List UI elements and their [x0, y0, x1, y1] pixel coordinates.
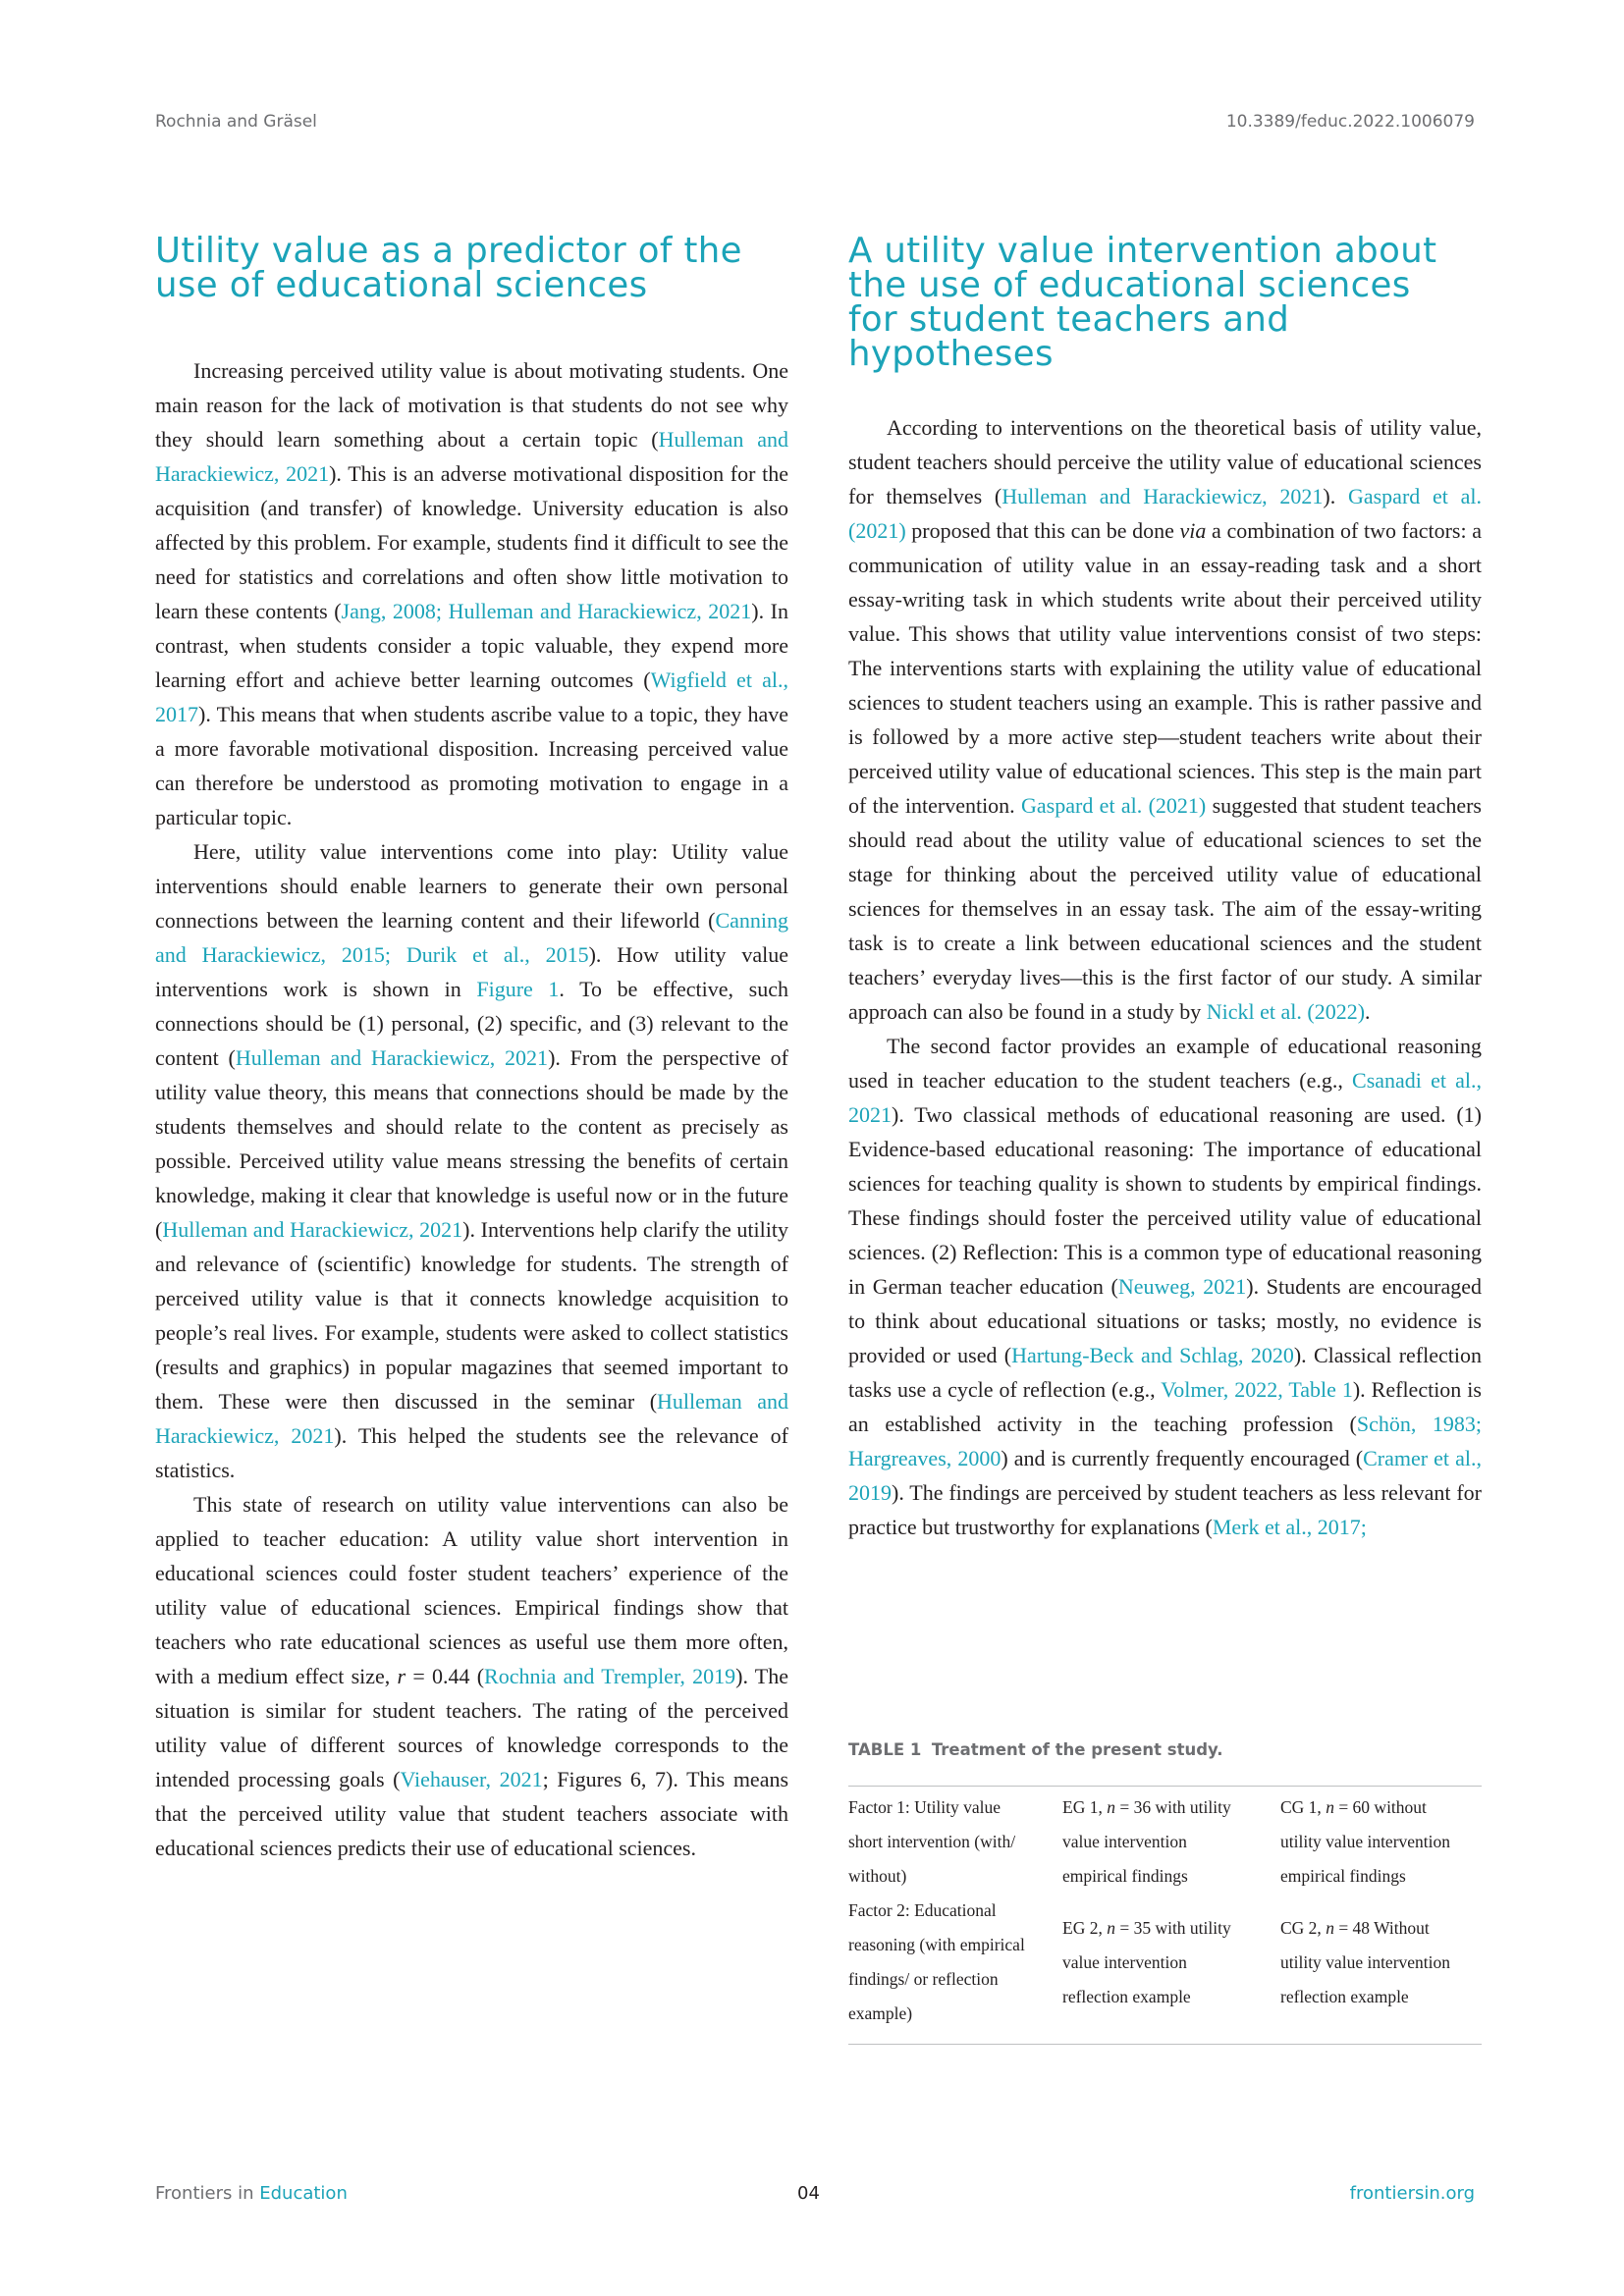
table-cell-cg: CG 1, n = 60 without utility value intervention empirical findings: [1280, 1797, 1451, 1886]
table-cell-eg: EG 1, n = 36 with utility value intervention empirical findings: [1062, 1797, 1231, 1886]
citation-link[interactable]: Hulleman and Harackiewicz, 2021: [155, 427, 788, 486]
paragraph: Here, utility value interventions come into play: Utility value interventions should enable learners to generate their own personal connections between the learning content and their lifeworld (Canning and Harackiewicz, 2015; Durik et al., 2015). How utility value interventions work is shown in Figure 1. To be effective, such connections should be (1) personal, (2) specific, and (3) relevant to the content (Hulleman and Harackiewicz, 2021). From the perspective of utility value theory, this means that connections should be made by the students themselves and should relate to the content as precisely as possible. Perceived utility value means stressing the benefits of certain knowledge, making it clear that knowledge is useful now or in the future (Hulleman and Harackiewicz, 2021). Interventions help clarify the utility and relevance of (scientific) knowledge for students. The strength of perceived utility value is that it connects knowledge acquisition to people’s real lives. For example, students were asked to collect statistics (results and graphics) in popular magazines that seemed important to them. These were then discussed in the seminar (Hulleman and Harackiewicz, 2021). This helped the students see the relevance of statistics.: [155, 839, 789, 1482]
citation-link[interactable]: Hulleman and Harackiewicz, 2021: [155, 1389, 788, 1448]
citation-link[interactable]: Viehauser, 2021: [400, 1767, 543, 1791]
running-head-authors: Rochnia and Gräsel: [155, 112, 317, 132]
citation-link[interactable]: Volmer, 2022, Table 1: [1161, 1377, 1353, 1402]
right-column: [848, 231, 1483, 1544]
treatment-table: [848, 1786, 1482, 2045]
citation-link[interactable]: Schön, 1983; Hargreaves, 2000: [848, 1412, 1482, 1470]
footer-site-link[interactable]: frontiersin.org: [1349, 2183, 1475, 2204]
citation-link[interactable]: Hartung-Beck and Schlag, 2020: [1011, 1343, 1294, 1367]
citation-link[interactable]: Hulleman and Harackiewicz, 2021: [162, 1217, 463, 1242]
table-cell-cg: CG 2, n = 48 Without utility value intervention reflection example: [1280, 1917, 1451, 2006]
right-body-text: [848, 410, 1482, 1544]
left-body-text: [155, 353, 788, 1865]
table-cell-factor: Factor 1: Utility value short intervention (with/ without): [848, 1797, 1016, 1886]
section-heading-utility-value-intervention: A utility value intervention about the use of educational sciences for student teachers and hypotheses: [848, 231, 1437, 374]
figure-link[interactable]: Figure 1: [476, 977, 560, 1001]
citation-link[interactable]: Hulleman and Harackiewicz, 2021: [235, 1045, 549, 1070]
citation-link[interactable]: Wigfield et al., 2017: [155, 667, 788, 726]
footer-journal: Frontiers in Education: [155, 2183, 348, 2204]
citation-link[interactable]: Neuweg, 2021: [1117, 1274, 1247, 1299]
citation-link[interactable]: Merk et al., 2017;: [1212, 1515, 1367, 1539]
journal-name: Education: [259, 2183, 348, 2204]
paragraph: This state of research on utility value interventions can also be applied to teacher education: A utility value short intervention in educational sciences could foster student teachers’ experience of the utility value of educational sciences. Empirical findings show that teachers who rate educational sciences as useful use them more often, with a medium effect size, r = 0.44 (Rochnia and Trempler, 2019). The situation is similar for student teachers. The rating of the perceived utility value of different sources of knowledge corresponds to the intended processing goals (Viehauser, 2021; Figures 6, 7). This means that the perceived utility value that student teachers associate with educational sciences predicts their use of educational sciences.: [155, 1492, 789, 1860]
citation-link[interactable]: Nickl et al. (2022): [1206, 999, 1366, 1024]
table-row: [848, 1787, 1482, 1895]
table-caption: TABLE 1 Treatment of the present study.: [848, 1740, 1223, 1759]
table-row: [848, 1894, 1482, 2045]
citation-link[interactable]: Gaspard et al. (2021): [848, 484, 1483, 543]
citation-link[interactable]: Rochnia and Trempler, 2019: [484, 1664, 736, 1688]
page-number: 04: [797, 2183, 820, 2204]
table-cell-factor: Factor 2: Educational reasoning (with empirical findings/ or reflection example): [848, 1900, 1025, 2023]
section-heading-utility-value-predictor: Utility value as a predictor of the use of educational sciences: [155, 231, 742, 305]
paragraph: According to interventions on the theoretical basis of utility value, student teachers should perceive the utility value of educational sciences for themselves (Hulleman and Harackiewicz, 2021). Gaspard et al. (2021) proposed that this can be done via a combination of two factors: a communication of utility value in an essay-reading task and a short essay-writing task in which students write about their perceived utility value. This shows that utility value interventions consist of two steps: The interventions starts with explaining the utility value of educational sciences to student teachers using an example. This is rather passive and is followed by a more active step—student teachers write about their perceived utility value of educational sciences. This step is the main part of the intervention. Gaspard et al. (2021) suggested that student teachers should read about the utility value of educational sciences to set the stage for thinking about the perceived utility value of educational sciences for themselves in an essay task. The aim of the essay-writing task is to create a link between educational sciences and the student teachers’ everyday lives—this is the first factor of our study. A similar approach can also be found in a study by Nickl et al. (2022).: [848, 415, 1483, 1024]
citation-link[interactable]: Csanadi et al., 2021: [848, 1068, 1482, 1127]
citation-link[interactable]: Gaspard et al. (2021): [1021, 793, 1207, 818]
paragraph: Increasing perceived utility value is about motivating students. One main reason for the lack of motivation is that students do not see why they should learn something about a certain topic (Hulleman and Harackiewicz, 2021). This is an adverse motivational disposition for the acquisition (and transfer) of knowledge. University education is also affected by this problem. For example, students find it difficult to see the need for statistics and correlations and often show little motivation to learn these contents (Jang, 2008; Hulleman and Harackiewicz, 2021). In contrast, when students consider a topic valuable, they expend more learning effort and achieve better learning outcomes (Wigfield et al., 2017). This means that when students ascribe value to a topic, they have a more favorable motivational disposition. Increasing perceived value can therefore be understood as promoting motivation to engage in a particular topic.: [155, 358, 789, 829]
citation-link[interactable]: Cramer et al., 2019: [848, 1446, 1482, 1505]
table-1: [848, 1740, 1482, 2045]
citation-link[interactable]: Hulleman and Harackiewicz, 2021: [1001, 484, 1324, 508]
citation-link[interactable]: Canning and Harackiewicz, 2015; Durik et al., 2015: [155, 908, 788, 967]
citation-link[interactable]: Jang, 2008; Hulleman and Harackiewicz, 2021: [341, 599, 752, 623]
running-head-doi: 10.3389/feduc.2022.1006079: [1225, 112, 1475, 132]
table-cell-eg: EG 2, n = 35 with utility value intervention reflection example: [1062, 1917, 1231, 2006]
left-column: [155, 231, 789, 1865]
paragraph: The second factor provides an example of educational reasoning used in teacher education to the student teachers (e.g., Csanadi et al., 2021). Two classical methods of educational reasoning are used. (1) Evidence-based educational reasoning: The importance of educational sciences for teaching quality is shown to students by empirical findings. These findings should foster the perceived utility value of educational sciences. (2) Reflection: This is a common type of educational reasoning in German teacher education (Neuweg, 2021). Students are encouraged to think about educational situations or tasks; mostly, no evidence is provided or used (Hartung-Beck and Schlag, 2020). Classical reflection tasks use a cycle of reflection (e.g., Volmer, 2022, Table 1). Reflection is an established activity in the teaching profession (Schön, 1983; Hargreaves, 2000) and is currently frequently encouraged (Cramer et al., 2019). The findings are perceived by student teachers as less relevant for practice but trustworthy for explanations (Merk et al., 2017;: [848, 1034, 1482, 1539]
